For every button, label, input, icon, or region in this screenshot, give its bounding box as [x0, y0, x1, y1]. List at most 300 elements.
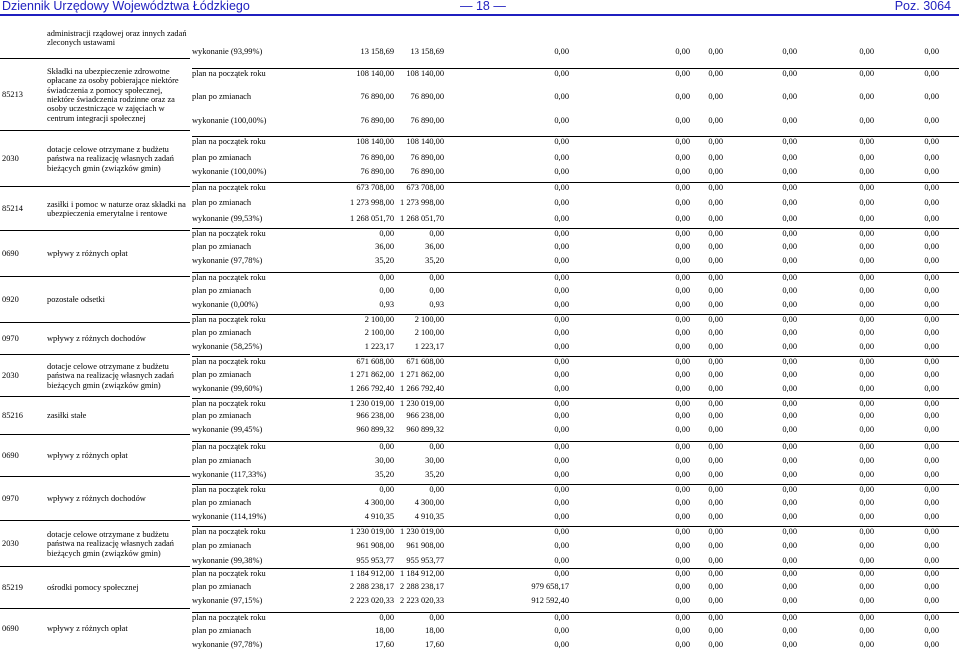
amount-cell: 0,00 — [675, 214, 690, 223]
amount-cell: 0,00 — [708, 384, 723, 393]
amount-cell: 76 890,00 — [410, 153, 444, 162]
amount-cell: 0,00 — [924, 569, 939, 578]
classification-section — [0, 434, 190, 477]
amount-cell: 13 158,69 — [410, 47, 444, 56]
amount-cell: 0,00 — [708, 328, 723, 337]
amount-cell: 0,00 — [924, 527, 939, 536]
amount-cell: 0,00 — [554, 198, 569, 207]
amount-cell: 0,00 — [708, 498, 723, 507]
amount-cell: 1 268 051,70 — [350, 214, 394, 223]
amount-cell: 0,00 — [859, 214, 874, 223]
row-label: wykonanie (117,33%) — [192, 470, 267, 479]
classification-section — [0, 396, 190, 435]
classification-code: 85214 — [2, 204, 23, 213]
amount-cell: 76 890,00 — [410, 167, 444, 176]
amount-cell: 0,00 — [675, 512, 690, 521]
row-label: plan po zmianach — [192, 498, 252, 507]
amount-cell: 0,00 — [675, 92, 690, 101]
amount-cell: 0,00 — [782, 342, 797, 351]
amount-cell: 0,00 — [708, 399, 723, 408]
amount-cell: 2 223 020,33 — [400, 596, 444, 605]
amount-cell: 0,00 — [782, 626, 797, 635]
amount-cell: 0,00 — [708, 541, 723, 550]
amount-cell: 0,00 — [782, 92, 797, 101]
amount-cell: 0,00 — [859, 229, 874, 238]
table-row — [192, 136, 959, 147]
amount-cell: 0,00 — [782, 286, 797, 295]
amount-cell: 0,00 — [924, 92, 939, 101]
amount-cell: 0,00 — [859, 198, 874, 207]
position-number: Poz. 3064 — [894, 0, 951, 13]
amount-cell: 0,00 — [554, 116, 569, 125]
table-row — [192, 47, 959, 57]
classification-section — [0, 354, 190, 397]
table-row — [192, 286, 959, 296]
amount-cell: 0,00 — [782, 485, 797, 494]
amount-cell: 0,00 — [675, 300, 690, 309]
table-row — [192, 370, 959, 380]
amount-cell: 2 100,00 — [364, 328, 394, 337]
row-label: wykonanie (97,78%) — [192, 640, 263, 649]
amount-cell: 0,00 — [554, 69, 569, 78]
amount-cell: 0,00 — [675, 69, 690, 78]
table-row — [192, 411, 959, 421]
amount-cell: 0,00 — [782, 69, 797, 78]
row-label: plan na początek roku — [192, 137, 266, 146]
amount-cell: 0,00 — [675, 183, 690, 192]
amount-cell: 0,00 — [554, 214, 569, 223]
amount-cell: 0,00 — [859, 613, 874, 622]
amount-cell: 0,00 — [554, 456, 569, 465]
amount-cell: 0,00 — [675, 357, 690, 366]
amount-cell: 0,00 — [379, 286, 394, 295]
amount-cell: 0,00 — [554, 300, 569, 309]
classification-description: wpływy z różnych opłat — [47, 623, 128, 633]
amount-cell: 0,00 — [859, 342, 874, 351]
row-label: plan po zmianach — [192, 582, 252, 591]
page-header — [0, 0, 959, 16]
amount-cell: 0,00 — [708, 214, 723, 223]
amount-cell: 0,00 — [924, 556, 939, 565]
amount-cell: 30,00 — [375, 456, 394, 465]
amount-cell: 0,00 — [708, 286, 723, 295]
table-row — [192, 456, 959, 466]
amount-cell: 0,00 — [675, 242, 690, 251]
row-label: plan po zmianach — [192, 541, 252, 550]
table-row — [192, 441, 959, 452]
amount-cell: 0,00 — [924, 229, 939, 238]
amount-cell: 0,00 — [859, 137, 874, 146]
amount-cell: 0,00 — [708, 582, 723, 591]
amount-cell: 0,00 — [859, 167, 874, 176]
amount-cell: 0,00 — [859, 116, 874, 125]
amount-cell: 0,00 — [859, 626, 874, 635]
classification-section — [0, 186, 190, 231]
classification-description: dotacje celowe otrzymane z budżetu państwa na realizację własnych zadań bieżących gmin (związków gmin) — [47, 145, 174, 173]
amount-cell: 2 100,00 — [364, 315, 394, 324]
amount-cell: 0,00 — [782, 411, 797, 420]
classification-description: Składki na ubezpieczenie zdrowotne opłacane za osoby pobierające niektóre świadczenia z pomocy społecznej, niektóre świadczenia rodzinne oraz za osoby uczestniczące w zajęciach w centrum integracji społecznej — [47, 67, 179, 123]
amount-cell: 0,00 — [924, 153, 939, 162]
amount-cell: 0,00 — [782, 214, 797, 223]
classification-section — [0, 230, 190, 277]
amount-cell: 1 184 912,00 — [400, 569, 444, 578]
table-row — [192, 314, 959, 325]
classification-section — [0, 18, 190, 58]
classification-description: zasiłki stałe — [47, 411, 87, 421]
amount-cell: 979 658,17 — [531, 582, 569, 591]
amount-cell: 0,00 — [675, 442, 690, 451]
amount-cell: 0,00 — [924, 116, 939, 125]
amount-cell: 0,00 — [708, 596, 723, 605]
amount-cell: 0,00 — [924, 47, 939, 56]
amount-cell: 0,00 — [924, 328, 939, 337]
amount-cell: 0,00 — [924, 167, 939, 176]
amount-cell: 0,00 — [675, 315, 690, 324]
amount-cell: 4 300,00 — [414, 498, 444, 507]
amount-cell: 0,00 — [924, 384, 939, 393]
amount-cell: 0,00 — [782, 456, 797, 465]
amount-cell: 0,00 — [675, 153, 690, 162]
amount-cell: 0,00 — [924, 69, 939, 78]
table-row — [192, 612, 959, 623]
amount-cell: 0,00 — [708, 300, 723, 309]
amount-cell: 76 890,00 — [360, 153, 394, 162]
amount-cell: 0,00 — [924, 315, 939, 324]
amount-cell: 0,00 — [675, 498, 690, 507]
amount-cell: 1 184 912,00 — [350, 569, 394, 578]
amount-cell: 0,00 — [675, 541, 690, 550]
amount-cell: 0,00 — [708, 47, 723, 56]
amount-cell: 673 708,00 — [406, 183, 444, 192]
amount-cell: 0,00 — [708, 92, 723, 101]
amount-cell: 2 100,00 — [414, 315, 444, 324]
amount-cell: 0,00 — [554, 384, 569, 393]
amount-cell: 955 953,77 — [356, 556, 394, 565]
amount-cell: 18,00 — [375, 626, 394, 635]
row-label: plan po zmianach — [192, 198, 252, 207]
amount-cell: 961 908,00 — [406, 541, 444, 550]
row-label: wykonanie (0,00%) — [192, 300, 259, 309]
classification-description: administracji rządowej oraz innych zadań zleconych ustawami — [47, 28, 187, 47]
amount-cell: 0,00 — [782, 399, 797, 408]
amount-cell: 0,00 — [379, 229, 394, 238]
amount-cell: 0,00 — [675, 137, 690, 146]
classification-description: wpływy z różnych dochodów — [47, 334, 146, 344]
amount-cell: 0,00 — [859, 370, 874, 379]
amount-cell: 36,00 — [425, 242, 444, 251]
amount-cell: 0,00 — [675, 116, 690, 125]
amount-cell: 0,00 — [924, 425, 939, 434]
amount-cell: 0,00 — [859, 256, 874, 265]
amount-cell: 0,00 — [924, 613, 939, 622]
amount-cell: 0,00 — [554, 512, 569, 521]
table-row — [192, 596, 959, 606]
amount-cell: 0,00 — [708, 342, 723, 351]
table-row — [192, 342, 959, 352]
classification-description: pozostałe odsetki — [47, 295, 105, 305]
amount-cell: 1 266 792,40 — [400, 384, 444, 393]
amount-cell: 0,00 — [782, 242, 797, 251]
row-label: plan na początek roku — [192, 357, 266, 366]
amount-cell: 0,00 — [924, 399, 939, 408]
amount-cell: 0,00 — [782, 300, 797, 309]
row-label: plan na początek roku — [192, 399, 266, 408]
table-row — [192, 582, 959, 592]
amount-cell: 0,00 — [859, 527, 874, 536]
amount-cell: 0,00 — [675, 425, 690, 434]
amount-cell: 2 100,00 — [414, 328, 444, 337]
amount-cell: 0,00 — [924, 342, 939, 351]
amount-cell: 0,00 — [675, 596, 690, 605]
amount-cell: 0,00 — [379, 442, 394, 451]
amount-cell: 0,00 — [708, 137, 723, 146]
amount-cell: 0,00 — [429, 485, 444, 494]
amount-cell: 35,20 — [425, 256, 444, 265]
amount-cell: 0,00 — [782, 512, 797, 521]
amount-cell: 0,00 — [554, 527, 569, 536]
amount-cell: 912 592,40 — [531, 596, 569, 605]
amount-cell: 1 273 998,00 — [400, 198, 444, 207]
row-label: plan na początek roku — [192, 69, 266, 78]
classification-code: 85216 — [2, 411, 23, 420]
row-label: wykonanie (100,00%) — [192, 116, 267, 125]
amount-cell: 0,00 — [859, 183, 874, 192]
amount-cell: 0,00 — [554, 229, 569, 238]
row-label: wykonanie (114,19%) — [192, 512, 267, 521]
amount-cell: 0,00 — [675, 399, 690, 408]
amount-cell: 0,00 — [708, 456, 723, 465]
table-row — [192, 214, 959, 224]
amount-cell: 0,00 — [859, 541, 874, 550]
amount-cell: 108 140,00 — [356, 137, 394, 146]
row-label: plan po zmianach — [192, 456, 252, 465]
table-row — [192, 116, 959, 126]
amount-cell: 0,00 — [429, 442, 444, 451]
amount-cell: 1 271 862,00 — [350, 370, 394, 379]
amount-cell: 0,00 — [429, 273, 444, 282]
amount-cell: 0,00 — [554, 541, 569, 550]
amount-cell: 673 708,00 — [356, 183, 394, 192]
amount-cell: 0,00 — [782, 613, 797, 622]
amount-cell: 0,93 — [429, 300, 444, 309]
amount-cell: 0,00 — [924, 357, 939, 366]
amount-cell: 0,00 — [708, 512, 723, 521]
amount-cell: 0,00 — [782, 384, 797, 393]
amount-cell: 0,00 — [554, 425, 569, 434]
classification-description: dotacje celowe otrzymane z budżetu państwa na realizację własnych zadań bieżących gmin (związków gmin) — [47, 530, 174, 558]
amount-cell: 0,00 — [708, 640, 723, 649]
amount-cell: 0,00 — [554, 47, 569, 56]
amount-cell: 0,00 — [708, 256, 723, 265]
amount-cell: 0,00 — [782, 596, 797, 605]
amount-cell: 0,00 — [859, 153, 874, 162]
amount-cell: 0,00 — [708, 242, 723, 251]
amount-cell: 0,00 — [554, 357, 569, 366]
amount-cell: 0,00 — [782, 541, 797, 550]
classification-code: 0690 — [2, 623, 19, 633]
amount-cell: 0,00 — [924, 640, 939, 649]
amount-cell: 0,00 — [859, 582, 874, 591]
row-label: plan na początek roku — [192, 273, 266, 282]
amount-cell: 0,00 — [429, 286, 444, 295]
amount-cell: 0,00 — [782, 425, 797, 434]
amount-cell: 0,00 — [924, 512, 939, 521]
amount-cell: 0,00 — [675, 640, 690, 649]
amount-cell: 0,00 — [782, 153, 797, 162]
classification-code: 0690 — [2, 451, 19, 460]
amount-cell: 0,00 — [708, 442, 723, 451]
amount-cell: 0,00 — [708, 556, 723, 565]
amount-cell: 0,93 — [379, 300, 394, 309]
classification-description: wpływy z różnych opłat — [47, 249, 128, 259]
classification-section — [0, 322, 190, 355]
classification-section — [0, 476, 190, 521]
row-label: wykonanie (99,53%) — [192, 214, 263, 223]
table-row — [192, 384, 959, 394]
amount-cell: 671 608,00 — [356, 357, 394, 366]
amount-cell: 76 890,00 — [410, 92, 444, 101]
amount-cell: 0,00 — [708, 527, 723, 536]
amount-cell: 0,00 — [554, 470, 569, 479]
amount-cell: 1 230 019,00 — [400, 527, 444, 536]
amount-cell: 955 953,77 — [406, 556, 444, 565]
amount-cell: 0,00 — [859, 92, 874, 101]
amount-cell: 17,60 — [425, 640, 444, 649]
amount-cell: 0,00 — [924, 137, 939, 146]
amount-cell: 0,00 — [924, 411, 939, 420]
classification-description: ośrodki pomocy społecznej — [47, 583, 139, 593]
table-row — [192, 356, 959, 367]
amount-cell: 0,00 — [708, 167, 723, 176]
amount-cell: 108 140,00 — [356, 69, 394, 78]
amount-cell: 1 223,17 — [414, 342, 444, 351]
table-row — [192, 425, 959, 435]
row-label: plan po zmianach — [192, 242, 252, 251]
table-row — [192, 398, 959, 409]
row-label: wykonanie (99,60%) — [192, 384, 263, 393]
amount-cell: 0,00 — [782, 273, 797, 282]
amount-cell: 0,00 — [429, 613, 444, 622]
amount-cell: 0,00 — [782, 183, 797, 192]
amount-cell: 960 899,32 — [406, 425, 444, 434]
amount-cell: 0,00 — [708, 273, 723, 282]
amount-cell: 0,00 — [675, 582, 690, 591]
amount-cell: 108 140,00 — [406, 137, 444, 146]
amount-cell: 0,00 — [859, 315, 874, 324]
classification-code: 85219 — [2, 583, 23, 592]
amount-cell: 0,00 — [859, 328, 874, 337]
amount-cell: 0,00 — [924, 442, 939, 451]
row-label: wykonanie (99,38%) — [192, 556, 263, 565]
amount-cell: 0,00 — [859, 242, 874, 251]
amount-cell: 0,00 — [924, 541, 939, 550]
amount-cell: 0,00 — [782, 370, 797, 379]
amount-cell: 0,00 — [859, 286, 874, 295]
amount-cell: 0,00 — [708, 569, 723, 578]
classification-section — [0, 276, 190, 323]
row-label: wykonanie (93,99%) — [192, 47, 263, 56]
row-label: plan na początek roku — [192, 229, 266, 238]
amount-cell: 1 266 792,40 — [350, 384, 394, 393]
amount-cell: 0,00 — [675, 167, 690, 176]
classification-section — [0, 566, 190, 609]
amount-cell: 1 271 862,00 — [400, 370, 444, 379]
amount-cell: 0,00 — [924, 256, 939, 265]
table-row — [192, 92, 959, 102]
amount-cell: 0,00 — [675, 485, 690, 494]
amount-cell: 0,00 — [708, 153, 723, 162]
amount-cell: 0,00 — [782, 137, 797, 146]
amount-cell: 1 230 019,00 — [350, 399, 394, 408]
amount-cell: 17,60 — [375, 640, 394, 649]
table-row — [192, 484, 959, 495]
amount-cell: 0,00 — [708, 69, 723, 78]
amount-cell: 0,00 — [859, 512, 874, 521]
amount-cell: 0,00 — [859, 569, 874, 578]
amount-cell: 0,00 — [708, 357, 723, 366]
amount-cell: 0,00 — [554, 137, 569, 146]
page-number: — 18 — — [460, 0, 506, 13]
amount-cell: 1 230 019,00 — [400, 399, 444, 408]
row-label: plan po zmianach — [192, 153, 252, 162]
amount-cell: 36,00 — [375, 242, 394, 251]
amount-cell: 0,00 — [708, 315, 723, 324]
amount-cell: 35,20 — [375, 470, 394, 479]
table-row — [192, 626, 959, 636]
amount-cell: 0,00 — [675, 456, 690, 465]
amount-cell: 0,00 — [924, 626, 939, 635]
amount-cell: 0,00 — [554, 485, 569, 494]
amount-cell: 1 273 998,00 — [350, 198, 394, 207]
classification-code: 0970 — [2, 334, 19, 343]
amount-cell: 0,00 — [554, 498, 569, 507]
amount-cell: 76 890,00 — [360, 116, 394, 125]
amount-cell: 0,00 — [554, 442, 569, 451]
amount-cell: 0,00 — [675, 626, 690, 635]
amount-cell: 0,00 — [708, 198, 723, 207]
row-label: wykonanie (97,15%) — [192, 596, 263, 605]
amount-cell: 0,00 — [924, 485, 939, 494]
amount-cell: 0,00 — [859, 556, 874, 565]
amount-cell: 0,00 — [708, 183, 723, 192]
classification-code: 85213 — [2, 90, 23, 99]
classification-description: wpływy z różnych dochodów — [47, 494, 146, 504]
classification-section — [0, 608, 190, 648]
amount-cell: 0,00 — [554, 370, 569, 379]
amount-cell: 0,00 — [782, 556, 797, 565]
classification-description: wpływy z różnych opłat — [47, 451, 128, 461]
classification-section — [0, 58, 190, 131]
table-row — [192, 300, 959, 310]
amount-cell: 0,00 — [554, 640, 569, 649]
classification-code: 0970 — [2, 494, 19, 503]
amount-cell: 966 238,00 — [406, 411, 444, 420]
amount-cell: 0,00 — [554, 613, 569, 622]
amount-cell: 0,00 — [859, 442, 874, 451]
table-row — [192, 512, 959, 522]
amount-cell: 0,00 — [859, 596, 874, 605]
amount-cell: 0,00 — [924, 470, 939, 479]
table-row — [192, 541, 959, 551]
amount-cell: 0,00 — [924, 498, 939, 507]
amount-cell: 0,00 — [924, 286, 939, 295]
amount-cell: 0,00 — [924, 183, 939, 192]
amount-cell: 0,00 — [859, 470, 874, 479]
amount-cell: 0,00 — [708, 626, 723, 635]
amount-cell: 0,00 — [859, 69, 874, 78]
classification-column — [0, 18, 190, 647]
